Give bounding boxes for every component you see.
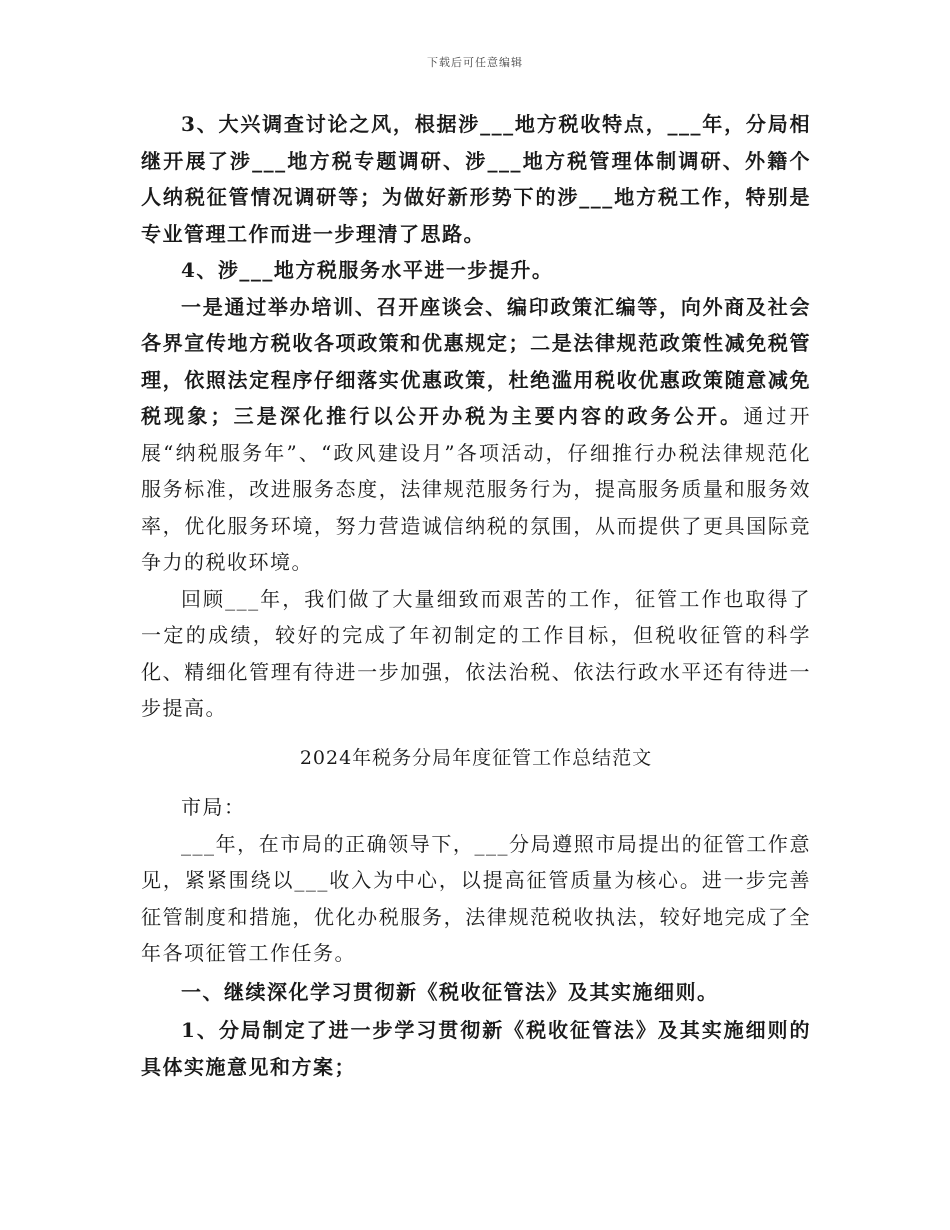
paragraph-research: 3、大兴调查讨论之风，根据涉___地方税收特点，___年，分局相继开展了涉___地方税专题调研、涉___地方税管理体制调研、外籍个人纳税征管情况调研等；为做好新形势下的涉___地方税工作，特别是专业管理工作而进一步理清了思路。	[141, 112, 811, 246]
paragraph-summary: ___年，在市局的正确领导下，___分局遵照市局提出的征管工作意见，紧紧围绕以___收入为中心，以提高征管质量为核心。进一步完善征管制度和措施，优化办税服务，法律规范税收执法，较好地完成了全年各项征管工作任务。	[141, 831, 811, 965]
paragraph-service-detail-normal: 通过开展“纳税服务年”、“政风建设月”各项活动，仔细推行办税法律规范化服务标准，改进服务态度，法律规范服务行为，提高服务质量和服务效率，优化服务环境，努力营造诚信纳税的氛围，从而提供了更具国际竞争力的税收环境。	[141, 404, 812, 574]
document-body	[141, 106, 811, 1085]
paragraph-service-detail-bold: 一是通过举办培训、召开座谈会、编印政策汇编等，向外商及社会各界宣传地方税收各项政策和优惠规定；二是法律规范政策性减免税管理，依照法定程序仔细落实优惠政策，杜绝滥用税收优惠政策随意减免税现象；三是深化推行以公开办税为主要内容的政务公开。	[141, 294, 811, 428]
paragraph-item-1: 1、分局制定了进一步学习贯彻新《税收征管法》及其实施细则的具体实施意见和方案；	[141, 1018, 811, 1079]
page-header-note: 下载后可任意编辑	[427, 56, 523, 69]
document-title: 2024年税务分局年度征管工作总结范文	[299, 746, 653, 769]
paragraph-review: 回顾___年，我们做了大量细致而艰苦的工作，征管工作也取得了一定的成绩，较好的完成了年初制定的工作目标，但税收征管的科学化、精细化管理有待进一步加强，依法治税、依法行政水平还有待进一步提高。	[141, 586, 811, 720]
paragraph-service-detail	[141, 289, 811, 581]
paragraph-salutation: 市局：	[181, 795, 246, 819]
paragraph-service-heading: 4、涉___地方税服务水平进一步提升。	[181, 258, 554, 282]
section-heading-1: 一、继续深化学习贯彻新《税收征管法》及其实施细则。	[181, 979, 719, 1004]
